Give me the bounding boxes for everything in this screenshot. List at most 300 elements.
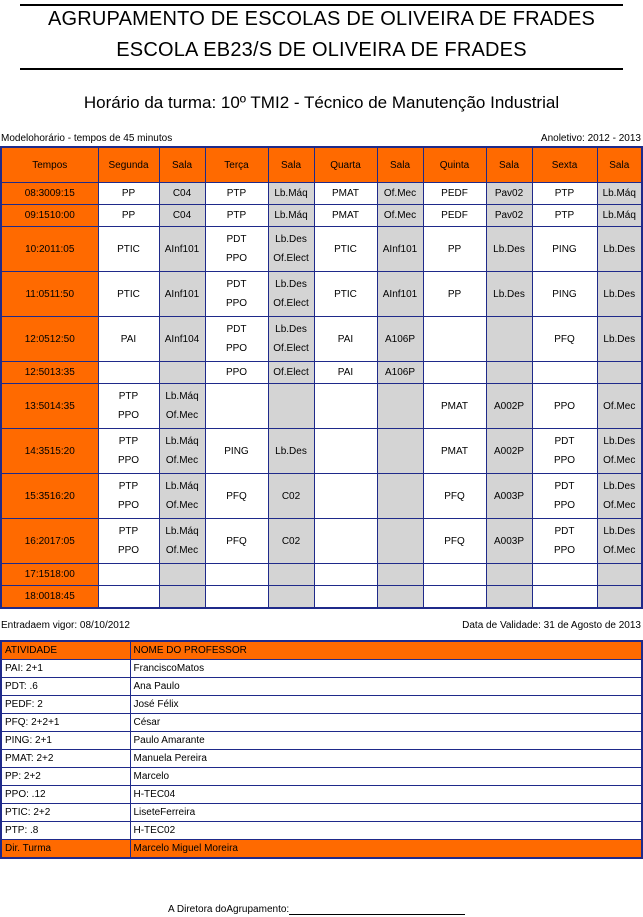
- cell-line: PDT: [226, 279, 247, 290]
- teacher-cell: Marcelo Miguel Moreira: [130, 840, 642, 859]
- cell-line: PTIC: [117, 243, 140, 255]
- schedule-row: [1, 474, 642, 519]
- cell-line: C04: [172, 210, 192, 221]
- cell-line: A003P: [493, 535, 525, 547]
- cell-line: Lb.Des: [603, 436, 636, 447]
- cell-line: Of.Mec: [165, 410, 199, 421]
- top-rule: [20, 4, 623, 6]
- subject-cell: [532, 227, 597, 272]
- cell-line: Lb.Máq: [602, 188, 636, 199]
- cell-line: PTP: [118, 481, 139, 492]
- cell-line: Of.Mec: [165, 455, 199, 466]
- cell-line: PTIC: [117, 288, 140, 300]
- schedule-row: [1, 227, 642, 272]
- schedule-row: [1, 317, 642, 362]
- teacher-cell: Paulo Amarante: [130, 732, 642, 750]
- legend-row: [1, 750, 642, 768]
- validity-date: Data de Validade: 31 de Agosto de 2013: [462, 620, 641, 631]
- cell-line: Of.Mec: [603, 500, 636, 511]
- cell-line: PPO: [553, 545, 576, 556]
- cell-line: PPO: [225, 343, 248, 354]
- cell-line: PEDF: [441, 188, 468, 199]
- room-cell: [597, 586, 642, 608]
- subject-cell: [423, 317, 486, 362]
- time-slot: 18:0018:45: [1, 586, 98, 608]
- schedule-row: [1, 429, 642, 474]
- cell-line: Of.Elect: [273, 343, 309, 354]
- cell-line: Pav02: [494, 188, 524, 199]
- cell-line: Of.Mec: [603, 400, 636, 412]
- subject-cell: [532, 205, 597, 227]
- time-slot: 12:0512:50: [1, 317, 98, 362]
- cell-line: PFQ: [444, 535, 465, 547]
- subject-cell: [314, 205, 377, 227]
- activity-cell: Dir. Turma: [1, 840, 130, 859]
- room-cell: [377, 586, 423, 608]
- cell-line: PING: [552, 288, 577, 300]
- cell-line: PDT: [554, 481, 575, 492]
- schedule-header-cell: Sala: [486, 147, 532, 183]
- schedule-header-cell: Segunda: [98, 147, 159, 183]
- room-cell: [268, 272, 314, 317]
- legend-row: [1, 660, 642, 678]
- room-cell: [268, 384, 314, 429]
- cell-line: Lb.Máq: [274, 210, 308, 221]
- room-cell: [597, 272, 642, 317]
- subject-cell: [98, 272, 159, 317]
- cell-line: Of.Mec: [383, 188, 417, 199]
- room-cell: [486, 362, 532, 384]
- cell-line: C02: [281, 490, 301, 502]
- cell-line: PAI: [120, 333, 137, 345]
- subject-cell: [532, 362, 597, 384]
- room-cell: [268, 429, 314, 474]
- schedule-header-cell: Sala: [597, 147, 642, 183]
- subject-cell: [532, 183, 597, 205]
- activity-cell: PDT: .6: [1, 678, 130, 696]
- activity-cell: PFQ: 2+2+1: [1, 714, 130, 732]
- cell-line: PTP: [554, 210, 575, 221]
- room-cell: [268, 317, 314, 362]
- room-cell: [377, 384, 423, 429]
- room-cell: [597, 227, 642, 272]
- cell-line: PP: [121, 188, 136, 199]
- schedule-header-cell: Sala: [377, 147, 423, 183]
- cell-line: A002P: [493, 445, 525, 457]
- room-cell: [268, 183, 314, 205]
- room-cell: [486, 317, 532, 362]
- cell-line: A106P: [384, 333, 416, 345]
- subject-cell: [98, 474, 159, 519]
- cell-line: PDT: [554, 526, 575, 537]
- schedule-row: [1, 519, 642, 564]
- subject-cell: [205, 362, 268, 384]
- time-slot: 17:1518:00: [1, 564, 98, 586]
- schedule-table: [0, 146, 643, 609]
- teacher-cell: H-TEC04: [130, 786, 642, 804]
- cell-line: Of.Mec: [165, 500, 199, 511]
- activity-cell: PEDF: 2: [1, 696, 130, 714]
- cell-line: Of.Mec: [603, 545, 636, 556]
- room-cell: [597, 429, 642, 474]
- time-slot: 10:2011:05: [1, 227, 98, 272]
- subject-cell: [205, 227, 268, 272]
- teacher-cell: H-TEC02: [130, 822, 642, 840]
- subject-cell: [423, 272, 486, 317]
- cell-line: PMAT: [440, 445, 469, 457]
- schedule-row: [1, 183, 642, 205]
- cell-line: Of.Elect: [273, 367, 309, 378]
- teacher-legend-table: [0, 640, 643, 859]
- subject-cell: [532, 317, 597, 362]
- subject-cell: [423, 183, 486, 205]
- cell-line: AInf104: [164, 333, 200, 345]
- subject-cell: [423, 384, 486, 429]
- subject-cell: [98, 362, 159, 384]
- activity-cell: PAI: 2+1: [1, 660, 130, 678]
- schedule-header-cell: Quinta: [423, 147, 486, 183]
- activity-cell: PPO: .12: [1, 786, 130, 804]
- time-slot: 13:5014:35: [1, 384, 98, 429]
- subject-cell: [423, 362, 486, 384]
- subject-cell: [423, 227, 486, 272]
- subject-cell: [423, 474, 486, 519]
- room-cell: [597, 183, 642, 205]
- cell-line: PPO: [117, 410, 140, 421]
- cell-line: PPO: [117, 455, 140, 466]
- room-cell: [486, 474, 532, 519]
- teacher-cell: Marcelo: [130, 768, 642, 786]
- school-group-name: AGRUPAMENTO DE ESCOLAS DE OLIVEIRA DE FRADES: [47, 8, 596, 30]
- cell-line: PP: [121, 210, 136, 221]
- subject-cell: [98, 183, 159, 205]
- time-slot: 14:3515:20: [1, 429, 98, 474]
- cell-line: PPO: [553, 455, 576, 466]
- cell-line: Lb.Máq: [165, 436, 199, 447]
- cell-line: Lb.Des: [275, 324, 307, 335]
- room-cell: [597, 384, 642, 429]
- room-cell: [377, 564, 423, 586]
- activity-cell: ATIVIDADE: [1, 641, 130, 660]
- cell-line: PTP: [554, 188, 575, 199]
- room-cell: [268, 519, 314, 564]
- cell-line: PAI: [337, 367, 354, 378]
- subject-cell: [205, 205, 268, 227]
- cell-line: PFQ: [226, 535, 247, 547]
- subject-cell: [205, 564, 268, 586]
- time-slot: 08:3009:15: [1, 183, 98, 205]
- cell-line: PPO: [117, 545, 140, 556]
- subject-cell: [423, 519, 486, 564]
- subject-cell: [98, 564, 159, 586]
- subject-cell: [314, 183, 377, 205]
- teacher-cell: NOME DO PROFESSOR: [130, 641, 642, 660]
- subject-cell: [423, 429, 486, 474]
- subject-cell: [205, 317, 268, 362]
- room-cell: [159, 362, 205, 384]
- room-cell: [486, 183, 532, 205]
- cell-line: PPO: [225, 298, 248, 309]
- subject-cell: [314, 384, 377, 429]
- room-cell: [159, 429, 205, 474]
- activity-cell: PP: 2+2: [1, 768, 130, 786]
- in-force-date: Entradaem vigor: 08/10/2012: [1, 620, 130, 631]
- room-cell: [159, 205, 205, 227]
- cell-line: A106P: [384, 367, 416, 378]
- legend-row: [1, 786, 642, 804]
- cell-line: Of.Elect: [273, 253, 309, 264]
- teacher-cell: César: [130, 714, 642, 732]
- room-cell: [159, 519, 205, 564]
- cell-line: C02: [281, 535, 301, 547]
- activity-cell: PTP: .8: [1, 822, 130, 840]
- signature-line: [289, 905, 465, 915]
- cell-line: PDT: [554, 436, 575, 447]
- cell-line: Lb.Des: [275, 279, 307, 290]
- signature-block: [168, 904, 465, 915]
- cell-line: PPO: [225, 367, 248, 378]
- cell-line: PFQ: [554, 333, 575, 345]
- cell-line: PDT: [226, 324, 247, 335]
- teacher-cell: Ana Paulo: [130, 678, 642, 696]
- cell-line: PING: [552, 243, 577, 255]
- room-cell: [268, 586, 314, 608]
- room-cell: [377, 183, 423, 205]
- cell-line: Lb.Máq: [602, 210, 636, 221]
- room-cell: [486, 519, 532, 564]
- schedule-header-cell: Terça: [205, 147, 268, 183]
- room-cell: [377, 205, 423, 227]
- subject-cell: [205, 474, 268, 519]
- signature-label: A Diretora doAgrupamento:: [168, 904, 290, 915]
- cell-line: PDT: [226, 234, 247, 245]
- legend-row: [1, 732, 642, 750]
- room-cell: [268, 362, 314, 384]
- room-cell: [486, 429, 532, 474]
- subject-cell: [98, 429, 159, 474]
- cell-line: PPO: [117, 500, 140, 511]
- subject-cell: [532, 272, 597, 317]
- schedule-header-cell: Tempos: [1, 147, 98, 183]
- time-slot: 11:0511:50: [1, 272, 98, 317]
- school-year: Anoletivo: 2012 - 2013: [540, 133, 641, 144]
- room-cell: [159, 227, 205, 272]
- schedule-header-cell: Sala: [159, 147, 205, 183]
- room-cell: [377, 272, 423, 317]
- cell-line: Lb.Des: [603, 526, 636, 537]
- subject-cell: [205, 183, 268, 205]
- cell-line: AInf101: [382, 288, 418, 300]
- cell-line: PMAT: [440, 400, 469, 412]
- cell-line: Of.Mec: [383, 210, 417, 221]
- subject-cell: [98, 317, 159, 362]
- subject-cell: [205, 519, 268, 564]
- header-rule: [20, 68, 623, 70]
- room-cell: [268, 564, 314, 586]
- subject-cell: [98, 519, 159, 564]
- model-note: Modelohorário - tempos de 45 minutos: [1, 133, 173, 144]
- subject-cell: [314, 564, 377, 586]
- time-slot: 15:3516:20: [1, 474, 98, 519]
- cell-line: PPO: [553, 400, 576, 412]
- cell-line: Of.Elect: [273, 298, 309, 309]
- teacher-cell: Manuela Pereira: [130, 750, 642, 768]
- room-cell: [486, 384, 532, 429]
- cell-line: Of.Mec: [165, 545, 199, 556]
- schedule-row: [1, 384, 642, 429]
- cell-line: PAI: [337, 333, 354, 345]
- schedule-header-row: [1, 147, 642, 183]
- room-cell: [268, 205, 314, 227]
- cell-line: A003P: [493, 490, 525, 502]
- subject-cell: [314, 586, 377, 608]
- subject-cell: [423, 586, 486, 608]
- subject-cell: [98, 586, 159, 608]
- room-cell: [268, 227, 314, 272]
- room-cell: [377, 519, 423, 564]
- activity-cell: PING: 2+1: [1, 732, 130, 750]
- cell-line: PTP: [118, 436, 139, 447]
- cell-line: Lb.Des: [603, 243, 636, 255]
- room-cell: [486, 272, 532, 317]
- schedule-header-cell: Sala: [268, 147, 314, 183]
- room-cell: [597, 362, 642, 384]
- cell-line: AInf101: [382, 243, 418, 255]
- cell-line: Lb.Des: [493, 288, 525, 300]
- cell-line: Pav02: [494, 210, 524, 221]
- cell-line: PMAT: [331, 210, 360, 221]
- cell-line: Lb.Máq: [274, 188, 308, 199]
- page-title: Horário da turma: 10º TMI2 - Técnico de Manutenção Industrial: [83, 93, 560, 112]
- cell-line: PPO: [553, 500, 576, 511]
- room-cell: [597, 205, 642, 227]
- cell-line: Lb.Des: [275, 234, 307, 245]
- room-cell: [377, 317, 423, 362]
- cell-line: PTP: [118, 526, 139, 537]
- subject-cell: [423, 205, 486, 227]
- room-cell: [159, 317, 205, 362]
- room-cell: [377, 227, 423, 272]
- activity-cell: PMAT: 2+2: [1, 750, 130, 768]
- subject-cell: [98, 205, 159, 227]
- schedule-row: [1, 564, 642, 586]
- room-cell: [377, 474, 423, 519]
- cell-line: Lb.Máq: [165, 526, 199, 537]
- cell-line: Lb.Des: [493, 243, 525, 255]
- cell-line: PP: [447, 288, 462, 300]
- cell-line: PTIC: [334, 243, 357, 255]
- legend-row: [1, 714, 642, 732]
- room-cell: [159, 183, 205, 205]
- schedule-header-cell: Sexta: [532, 147, 597, 183]
- cell-line: Lb.Des: [603, 288, 636, 300]
- cell-line: Lb.Máq: [165, 391, 199, 402]
- cell-line: PPO: [225, 253, 248, 264]
- cell-line: PTP: [226, 210, 247, 221]
- cell-line: PFQ: [226, 490, 247, 502]
- room-cell: [377, 362, 423, 384]
- cell-line: PTIC: [334, 288, 357, 300]
- subject-cell: [532, 564, 597, 586]
- schedule-row: [1, 362, 642, 384]
- room-cell: [377, 429, 423, 474]
- legend-row: [1, 804, 642, 822]
- subject-cell: [314, 317, 377, 362]
- school-name: ESCOLA EB23/S DE OLIVEIRA DE FRADES: [116, 39, 527, 61]
- subject-cell: [205, 429, 268, 474]
- subject-cell: [205, 586, 268, 608]
- cell-line: C04: [172, 188, 192, 199]
- room-cell: [159, 474, 205, 519]
- subject-cell: [314, 272, 377, 317]
- legend-header-row: [1, 641, 642, 660]
- time-slot: 12:5013:35: [1, 362, 98, 384]
- cell-line: PTP: [226, 188, 247, 199]
- room-cell: [159, 384, 205, 429]
- subject-cell: [314, 362, 377, 384]
- legend-row: [1, 822, 642, 840]
- room-cell: [597, 474, 642, 519]
- room-cell: [159, 272, 205, 317]
- teacher-cell: LiseteFerreira: [130, 804, 642, 822]
- teacher-cell: José Félix: [130, 696, 642, 714]
- cell-line: AInf101: [164, 288, 200, 300]
- subject-cell: [205, 272, 268, 317]
- time-slot: 16:2017:05: [1, 519, 98, 564]
- subject-cell: [314, 519, 377, 564]
- cell-line: Lb.Des: [275, 445, 307, 457]
- time-slot: 09:1510:00: [1, 205, 98, 227]
- room-cell: [268, 474, 314, 519]
- subject-cell: [532, 519, 597, 564]
- cell-line: AInf101: [164, 243, 200, 255]
- cell-line: Lb.Des: [603, 333, 636, 345]
- cell-line: PMAT: [331, 188, 360, 199]
- subject-cell: [98, 227, 159, 272]
- cell-line: PP: [447, 243, 462, 255]
- cell-line: Lb.Máq: [165, 481, 199, 492]
- cell-line: PING: [224, 445, 249, 457]
- activity-cell: PTIC: 2+2: [1, 804, 130, 822]
- cell-line: Of.Mec: [603, 455, 636, 466]
- subject-cell: [532, 474, 597, 519]
- room-cell: [486, 586, 532, 608]
- room-cell: [597, 564, 642, 586]
- legend-row: [1, 696, 642, 714]
- schedule-row: [1, 586, 642, 608]
- legend-row: [1, 768, 642, 786]
- subject-cell: [532, 384, 597, 429]
- room-cell: [486, 227, 532, 272]
- room-cell: [597, 317, 642, 362]
- subject-cell: [314, 429, 377, 474]
- schedule-header-cell: Quarta: [314, 147, 377, 183]
- legend-footer-row: [1, 840, 642, 859]
- subject-cell: [532, 429, 597, 474]
- subject-cell: [314, 474, 377, 519]
- subject-cell: [98, 384, 159, 429]
- cell-line: PEDF: [441, 210, 468, 221]
- subject-cell: [423, 564, 486, 586]
- cell-line: PTP: [118, 391, 139, 402]
- cell-line: A002P: [493, 400, 525, 412]
- room-cell: [159, 564, 205, 586]
- subject-cell: [314, 227, 377, 272]
- room-cell: [597, 519, 642, 564]
- cell-line: PFQ: [444, 490, 465, 502]
- room-cell: [486, 564, 532, 586]
- legend-row: [1, 678, 642, 696]
